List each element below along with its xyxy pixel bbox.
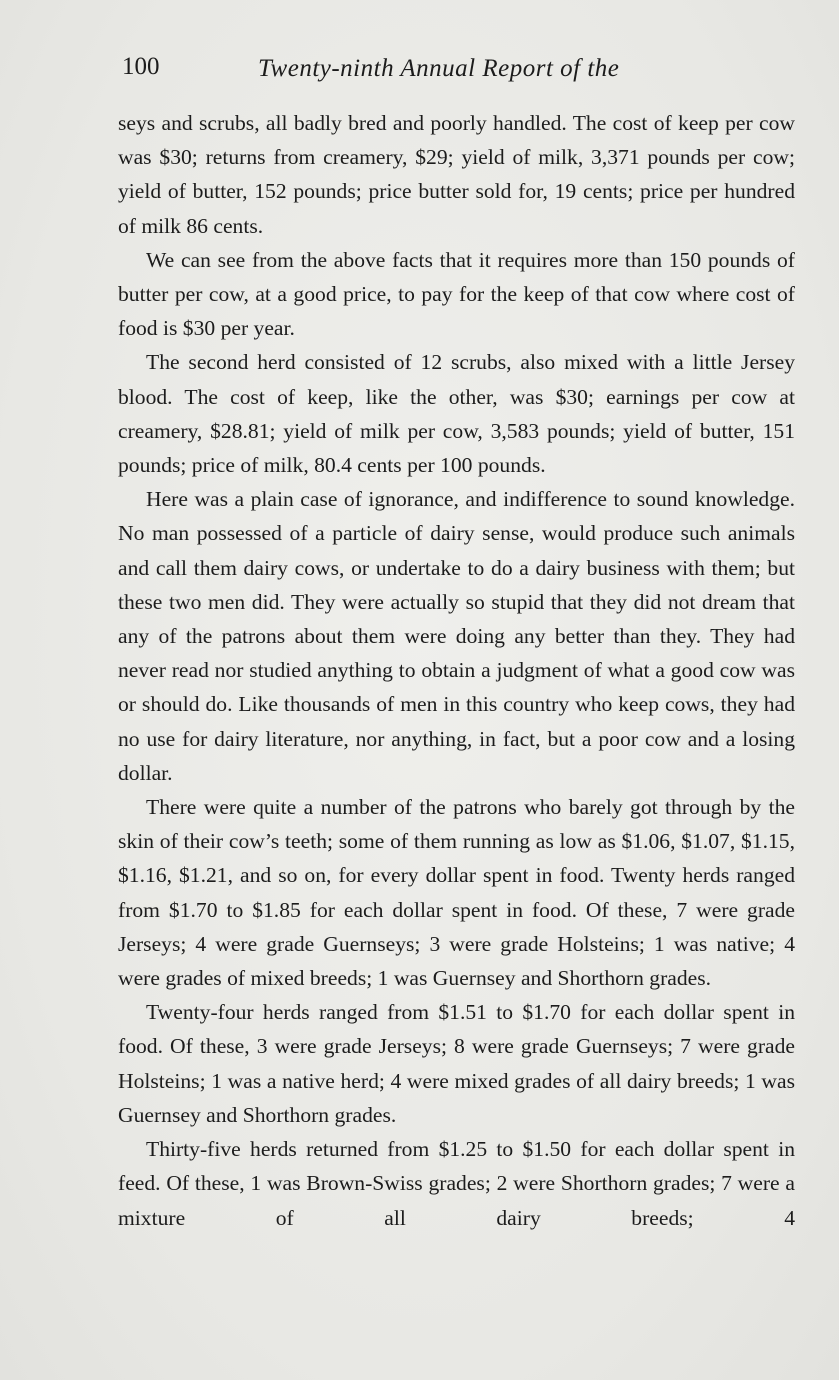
paragraph: Twenty-four herds ranged from $1.51 to $1.70 for each dollar spent in food. Of these, 3 were grade Jerseys; 8 were grade Guernseys; 7 were grade Holsteins; 1 was a native herd; 4 were mixed grades of all dairy breeds; 1 was Guernsey and Shorthorn grades. bbox=[118, 1000, 795, 1127]
running-title: Twenty-ninth Annual Report of the bbox=[258, 55, 620, 82]
body-text bbox=[118, 106, 795, 1235]
paragraph: Here was a plain case of ignorance, and indifference to sound knowledge. No man possessed of a particle of dairy sense, would produce such animals and call them dairy cows, or undertake to do a dairy business with them; but these two men did. They were actually so stupid that they did not dream that any of the patrons about them were doing any better than they. They had never read nor studied anything to obtain a judgment of what a good cow was or should do. Like thousands of men in this country who keep cows, they had no use for dairy literature, nor anything, in fact, but a poor cow and a losing dollar. bbox=[118, 487, 795, 785]
paragraph-continued: seys and scrubs, all badly bred and poorly handled. The cost of keep per cow was $30; returns from creamery, $29; yield of milk, 3,371 pounds per cow; yield of butter, 152 pounds; price butter sold for, 19 cents; price per hundred of milk 86 cents. bbox=[118, 111, 795, 238]
paragraph-continues: Thirty-five herds returned from $1.25 to $1.50 for each dollar spent in feed. Of these, 1 was Brown-Swiss grades; 2 were Shorthorn grades; 7 were a mixture of all dairy breeds; 4 bbox=[118, 1137, 795, 1230]
paragraph: We can see from the above facts that it requires more than 150 pounds of butter per cow, at a good price, to pay for the keep of that cow where cost of food is $30 per year. bbox=[118, 247, 795, 341]
page-number: 100 bbox=[122, 53, 160, 80]
paragraph: There were quite a number of the patrons who barely got through by the skin of their cow’s teeth; some of them running as low as $1.06, $1.07, $1.15, $1.16, $1.21, and so on, for every dollar spent in food. Twenty herds ranged from $1.70 to $1.85 for each dollar spent in food. Of these, 7 were grade Jerseys; 4 were grade Guernseys; 3 were grade Holsteins; 1 was native; 4 were grades of mixed breeds; 1 was Guernsey and Shorthorn grades. bbox=[118, 795, 795, 991]
page-header bbox=[122, 52, 722, 86]
paragraph: The second herd consisted of 12 scrubs, also mixed with a little Jersey blood. The cost of keep, like the other, was $30; earnings per cow at creamery, $28.81; yield of milk per cow, 3,583 pounds; yield of butter, 151 pounds; price of milk, 80.4 cents per 100 pounds. bbox=[118, 350, 795, 478]
